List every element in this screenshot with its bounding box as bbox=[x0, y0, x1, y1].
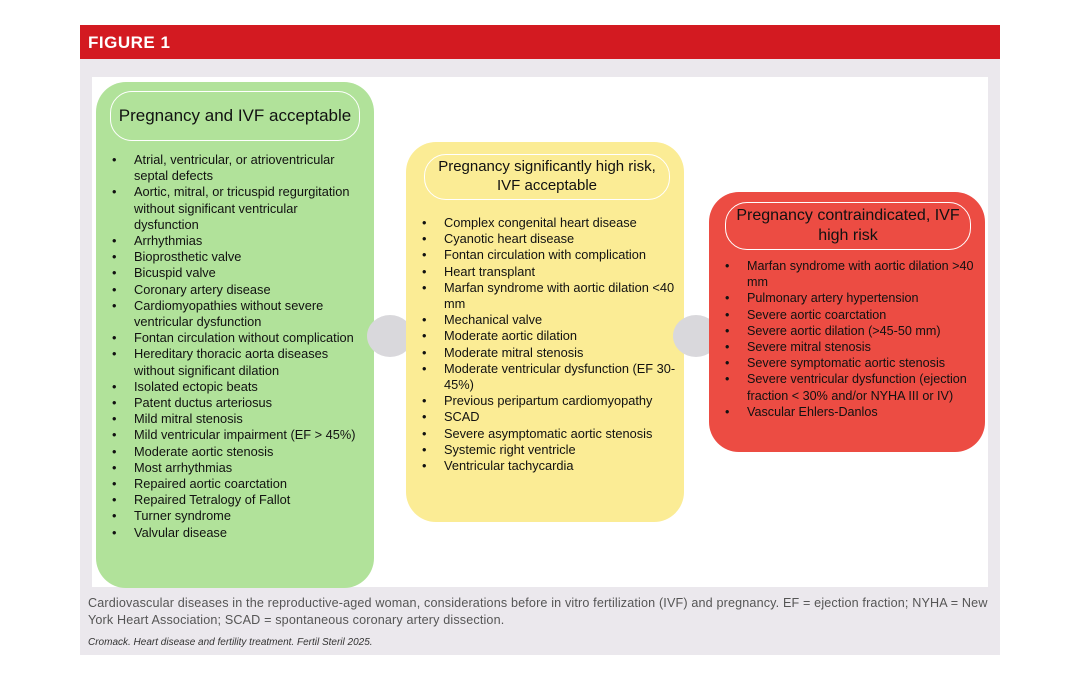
list-item: • Aortic, mitral, or tricuspid regurgitation without significant ventricular dysfunction bbox=[108, 184, 364, 233]
figure-caption: Cardiovascular diseases in the reproductive-aged woman, considerations before in vitro fertilization (IVF) and pregnancy. EF = ejection fraction; NYHA = New York Heart Association; SCAD = spontaneous coronary artery dissection. bbox=[88, 596, 988, 627]
list-item: • Previous peripartum cardiomyopathy bbox=[418, 393, 676, 409]
list-item: • Ventricular tachycardia bbox=[418, 458, 676, 474]
contraindicated-list bbox=[721, 258, 977, 420]
acceptable-title: Pregnancy and IVF acceptable bbox=[110, 91, 360, 141]
list-item: • Repaired Tetralogy of Fallot bbox=[108, 492, 364, 508]
list-item: • Severe mitral stenosis bbox=[721, 339, 977, 355]
list-item: • Most arrhythmias bbox=[108, 460, 364, 476]
list-item: • Severe aortic dilation (>45-50 mm) bbox=[721, 323, 977, 339]
list-item: • Fontan circulation with complication bbox=[418, 247, 676, 263]
list-item: • Pulmonary artery hypertension bbox=[721, 290, 977, 306]
list-item: • Marfan syndrome with aortic dilation <40 mm bbox=[418, 280, 676, 312]
figure-header bbox=[80, 25, 1000, 59]
list-item: • Mild mitral stenosis bbox=[108, 411, 364, 427]
list-item: • Patent ductus arteriosus bbox=[108, 395, 364, 411]
high-risk-card bbox=[406, 142, 684, 522]
list-item: • Moderate aortic stenosis bbox=[108, 444, 364, 460]
figure-source: Cromack. Heart disease and fertility treatment. Fertil Steril 2025. bbox=[88, 637, 373, 648]
list-item: • Cardiomyopathies without severe ventricular dysfunction bbox=[108, 298, 364, 330]
acceptable-card bbox=[96, 82, 374, 588]
list-item: • Arrhythmias bbox=[108, 233, 364, 249]
list-item: • Atrial, ventricular, or atrioventricular septal defects bbox=[108, 152, 364, 184]
list-item: • Isolated ectopic beats bbox=[108, 379, 364, 395]
list-item: • Marfan syndrome with aortic dilation >40 mm bbox=[721, 258, 977, 290]
contraindicated-title: Pregnancy contraindicated, IVF high risk bbox=[725, 202, 971, 250]
list-item: • Repaired aortic coarctation bbox=[108, 476, 364, 492]
list-item: • Hereditary thoracic aorta diseases without significant dilation bbox=[108, 346, 364, 378]
list-item: • Mild ventricular impairment (EF > 45%) bbox=[108, 427, 364, 443]
diagram-panel bbox=[92, 77, 988, 587]
list-item: • Cyanotic heart disease bbox=[418, 231, 676, 247]
list-item: • Coronary artery disease bbox=[108, 282, 364, 298]
list-item: • Severe aortic coarctation bbox=[721, 307, 977, 323]
list-item: • Mechanical valve bbox=[418, 312, 676, 328]
list-item: • Turner syndrome bbox=[108, 508, 364, 524]
figure-frame bbox=[80, 25, 1000, 655]
high-risk-list bbox=[418, 215, 676, 474]
list-item: • Valvular disease bbox=[108, 525, 364, 541]
list-item: • Severe symptomatic aortic stenosis bbox=[721, 355, 977, 371]
list-item: • Fontan circulation without complication bbox=[108, 330, 364, 346]
list-item: • Moderate ventricular dysfunction (EF 30-45%) bbox=[418, 361, 676, 393]
list-item: • Vascular Ehlers-Danlos bbox=[721, 404, 977, 420]
acceptable-list bbox=[108, 152, 364, 541]
list-item: • Bioprosthetic valve bbox=[108, 249, 364, 265]
list-item: • Complex congenital heart disease bbox=[418, 215, 676, 231]
list-item: • Moderate mitral stenosis bbox=[418, 345, 676, 361]
list-item: • Severe asymptomatic aortic stenosis bbox=[418, 426, 676, 442]
list-item: • Systemic right ventricle bbox=[418, 442, 676, 458]
contraindicated-card bbox=[709, 192, 985, 452]
figure-label: FIGURE 1 bbox=[88, 33, 171, 52]
list-item: • Moderate aortic dilation bbox=[418, 328, 676, 344]
list-item: • Bicuspid valve bbox=[108, 265, 364, 281]
high-risk-title: Pregnancy significantly high risk, IVF acceptable bbox=[424, 154, 670, 200]
list-item: • Severe ventricular dysfunction (ejection fraction < 30% and/or NYHA III or IV) bbox=[721, 371, 977, 403]
list-item: • SCAD bbox=[418, 409, 676, 425]
list-item: • Heart transplant bbox=[418, 264, 676, 280]
